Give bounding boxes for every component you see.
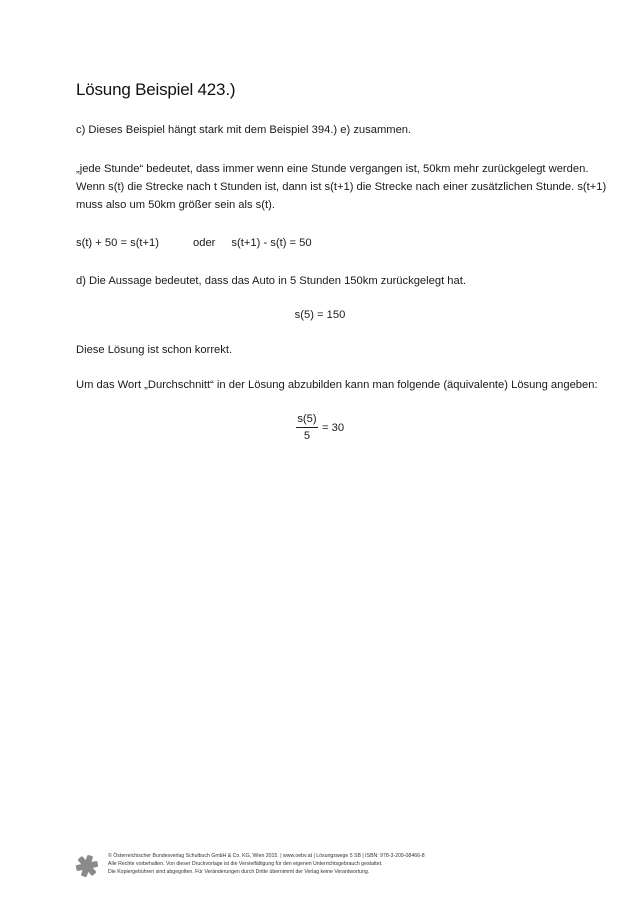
fraction-numerator: s(5) (297, 413, 317, 425)
equation-left: s(t) + 50 = s(t+1) (76, 237, 160, 249)
paragraph-part-d: d) Die Aussage bedeutet, dass das Auto in 5 Stunden 150km zurückgelegt hat. (76, 275, 466, 287)
equation-row (76, 234, 312, 253)
footer (70, 852, 570, 882)
fraction-rhs: = 30 (321, 421, 345, 434)
equation-oder: oder (193, 237, 216, 249)
paragraph-line: muss also um 50km größer sein als s(t). (76, 199, 275, 211)
footer-fees: Die Kopiergebühren sind abgegolten. Für Veränderungen durch Dritte übernimmt der Verlag keine Verantwortung. (108, 869, 370, 875)
equation-right: s(t+1) - s(t) = 50 (231, 237, 312, 249)
paragraph-durchschnitt: Um das Wort „Durchschnitt“ in der Lösung abzubilden kann man folgende (äquivalente) Lösung angeben: (76, 379, 598, 391)
fraction-denominator: 5 (303, 430, 311, 442)
equation-s5: s(5) = 150 (294, 309, 346, 321)
fraction-equation (0, 412, 640, 443)
oebv-star-logo-icon (74, 854, 100, 878)
footer-copyright: © Österreichischer Bundesverlag Schulbuch GmbH & Co. KG, Wien 2015. | www.oebv.at | Lösungswege 5 SB | ISBN: 978-3-209-08466-8 (108, 853, 425, 859)
paragraph-line: „jede Stunde“ bedeutet, dass immer wenn eine Stunde vergangen ist, 50km mehr zurückgelegt werden. (76, 163, 589, 175)
fraction (296, 412, 318, 443)
paragraph-part-c: c) Dieses Beispiel hängt stark mit dem Beispiel 394.) e) zusammen. (76, 124, 412, 136)
footer-rights: Alle Rechte vorbehalten. Von dieser Druckvorlage ist die Vervielfältigung für den eigenen Unterrichtsgebrauch gestattet. (108, 861, 383, 867)
paragraph-line: Wenn s(t) die Strecke nach t Stunden ist, dann ist s(t+1) die Strecke nach einer zusätzlichen Stunde. s(t+1) (76, 181, 607, 193)
paragraph-correct: Diese Lösung ist schon korrekt. (76, 344, 233, 356)
page-title: Lösung Beispiel 423.) (76, 80, 236, 99)
footer-text (108, 852, 425, 876)
